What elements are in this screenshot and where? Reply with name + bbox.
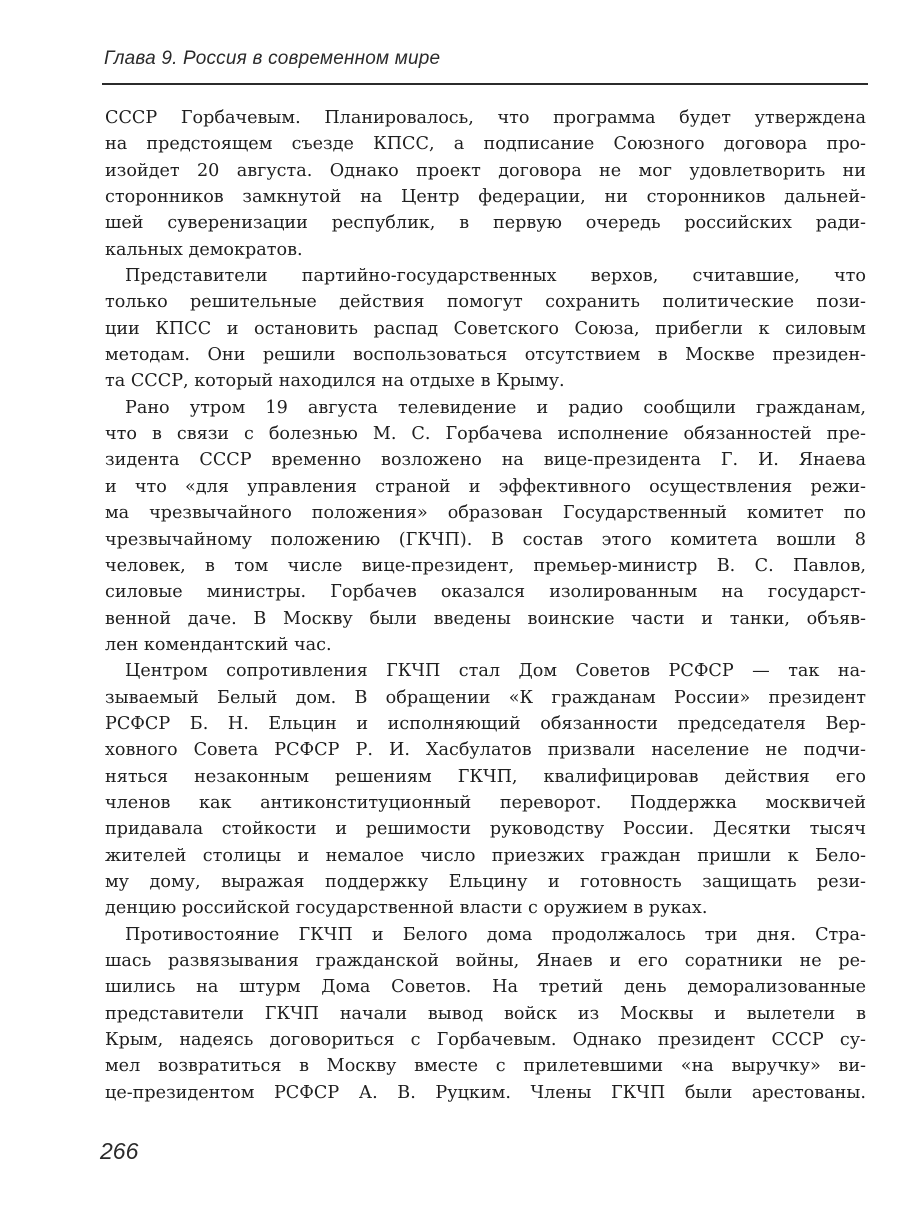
- text-line: членов как антиконституционный переворот. Поддержка москвичей: [105, 792, 866, 813]
- running-head: Глава 9. Россия в современном мире: [104, 48, 441, 69]
- text-line: венной даче. В Москву были введены воинские части и танки, объяв-: [105, 608, 866, 629]
- text-line: шились на штурм Дома Советов. На третий день деморализованные: [105, 977, 866, 998]
- header-rule: [102, 83, 868, 85]
- paragraph: [105, 395, 866, 658]
- text-line: придавала стойкости и решимости руководству России. Десятки тысяч: [105, 819, 866, 840]
- text-line: только решительные действия помогут сохранить политические пози-: [105, 292, 866, 313]
- text-line: методам. Они решили воспользоваться отсутствием в Москве президен-: [105, 345, 866, 366]
- paragraph: [105, 105, 866, 263]
- text-line: це-президентом РСФСР А. В. Руцким. Члены ГКЧП были арестованы.: [105, 1082, 866, 1103]
- text-line: СССР Горбачевым. Планировалось, что программа будет утверждена: [105, 108, 866, 128]
- paragraph: [105, 263, 866, 395]
- text-line: Крым, надеясь договориться с Горбачевым. Однако президент СССР су-: [105, 1030, 866, 1051]
- body-text: [105, 105, 866, 1106]
- paragraph: [105, 922, 866, 1106]
- text-line: зидента СССР временно возложено на вице-президента Г. И. Янаева: [105, 450, 866, 471]
- text-line: Рано утром 19 августа телевидение и радио сообщили гражданам,: [125, 397, 866, 418]
- text-line: кальных демократов.: [105, 239, 303, 260]
- text-line: Представители партийно-государственных верхов, считавшие, что: [125, 266, 866, 287]
- text-line: чрезвычайному положению (ГКЧП). В состав этого комитета вошли 8: [105, 529, 866, 550]
- text-line: та СССР, который находился на отдыхе в Крыму.: [105, 371, 565, 392]
- text-line: изойдет 20 августа. Однако проект договора не мог удовлетворить ни: [105, 160, 866, 181]
- text-line: денцию российской государственной власти с оружием в руках.: [105, 898, 708, 919]
- text-line: на предстоящем съезде КПСС, а подписание Союзного договора про-: [105, 134, 866, 155]
- text-line: что в связи с болезнью М. С. Горбачева исполнение обязанностей пре-: [105, 424, 866, 445]
- text-line: няться незаконным решениям ГКЧП, квалифицировав действия его: [105, 766, 866, 787]
- text-line: шась развязывания гражданской войны, Янаев и его соратники не ре-: [105, 951, 866, 971]
- text-line: и что «для управления страной и эффективного осуществления режи-: [105, 476, 866, 497]
- page-number: 266: [100, 1138, 139, 1164]
- text-line: сторонников замкнутой на Центр федерации, ни сторонников дальней-: [105, 187, 866, 208]
- text-line: мел возвратиться в Москву вместе с прилетевшими «на выручку» ви-: [105, 1056, 866, 1077]
- text-line: Противостояние ГКЧП и Белого дома продолжалось три дня. Стра-: [125, 924, 866, 945]
- text-line: ма чрезвычайного положения» образован Государственный комитет по: [105, 503, 866, 524]
- text-line: лен комендантский час.: [105, 634, 332, 655]
- text-line: жителей столицы и немалое число приезжих граждан пришли к Бело-: [105, 845, 866, 866]
- text-line: му дому, выражая поддержку Ельцину и готовность защищать рези-: [105, 871, 866, 892]
- paragraph: [105, 658, 866, 921]
- text-line: представители ГКЧП начали вывод войск из Москвы и вылетели в: [105, 1003, 866, 1024]
- text-line: РСФСР Б. Н. Ельцин и исполняющий обязанности председателя Вер-: [105, 713, 866, 734]
- text-line: силовые министры. Горбачев оказался изолированным на государст-: [105, 582, 866, 603]
- text-line: ховного Совета РСФСР Р. И. Хасбулатов призвали население не подчи-: [105, 740, 866, 761]
- text-line: шей суверенизации республик, в первую очередь российских ради-: [105, 213, 866, 234]
- text-line: человек, в том числе вице-президент, премьер-министр В. С. Павлов,: [105, 555, 866, 576]
- text-line: зываемый Белый дом. В обращении «К гражданам России» президент: [105, 687, 866, 708]
- text-line: Центром сопротивления ГКЧП стал Дом Советов РСФСР — так на-: [125, 661, 866, 682]
- text-line: ции КПСС и остановить распад Советского Союза, прибегли к силовым: [105, 318, 866, 339]
